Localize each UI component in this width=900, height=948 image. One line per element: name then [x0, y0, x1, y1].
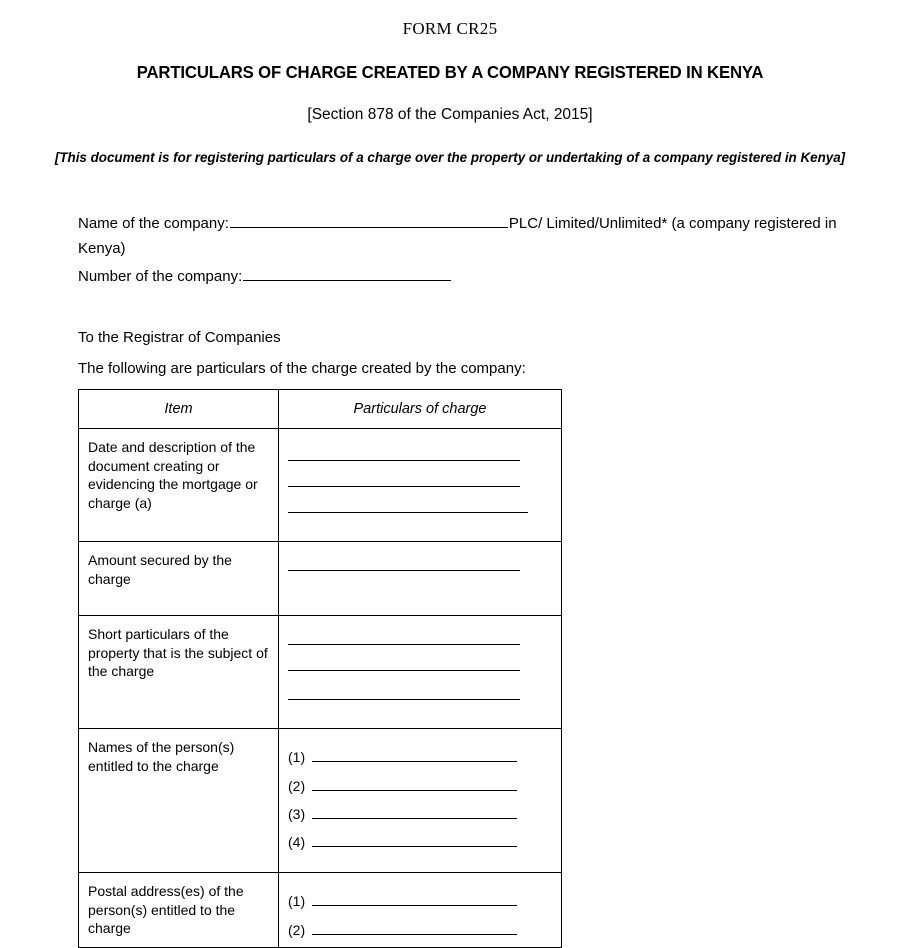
- numbered-blank-label: (1): [288, 893, 306, 909]
- blank-rule[interactable]: [312, 750, 517, 762]
- numbered-blank[interactable]: [288, 835, 517, 849]
- blank-rule[interactable]: [312, 835, 517, 847]
- blank-rule[interactable]: [288, 460, 520, 461]
- company-name-suffix: PLC/ Limited/Unlimited* (a company registered in Kenya): [78, 215, 837, 257]
- document-note: [This document is for registering particulars of a charge over the property or undertaking of a company registered in Kenya]: [54, 150, 846, 165]
- table-row: [79, 542, 562, 616]
- table-row: [79, 873, 562, 948]
- blank-rule[interactable]: [288, 699, 520, 700]
- addressee-line: To the Registrar of Companies: [78, 329, 281, 346]
- row-value-amount-secured[interactable]: [279, 542, 562, 616]
- row-label-short-particulars: Short particulars of the property that is the subject of the charge: [79, 616, 279, 729]
- blank-rule[interactable]: [312, 923, 517, 935]
- numbered-blank[interactable]: [288, 923, 517, 937]
- blank-rule[interactable]: [288, 570, 520, 571]
- row-value-document-description[interactable]: [279, 429, 562, 542]
- form-code: FORM CR25: [402, 19, 498, 38]
- blank-rule[interactable]: [288, 644, 520, 645]
- statement-line: The following are particulars of the charge created by the company:: [78, 360, 526, 377]
- company-name-input[interactable]: [230, 212, 508, 228]
- blank-rule[interactable]: [288, 512, 528, 513]
- column-header-item: Item: [79, 390, 279, 429]
- section-reference: [Section 878 of the Companies Act, 2015]: [307, 106, 593, 123]
- numbered-blank-label: (4): [288, 834, 306, 850]
- blank-rule[interactable]: [288, 486, 520, 487]
- numbered-blank[interactable]: [288, 750, 517, 764]
- column-header-particulars: Particulars of charge: [279, 390, 562, 429]
- numbered-blank[interactable]: [288, 894, 517, 908]
- numbered-blank-label: (2): [288, 778, 306, 794]
- numbered-blank[interactable]: [288, 779, 517, 793]
- table-row: [79, 729, 562, 873]
- page-title: PARTICULARS OF CHARGE CREATED BY A COMPANY REGISTERED IN KENYA: [136, 62, 764, 82]
- numbered-blank-label: (1): [288, 749, 306, 765]
- company-name-field: [78, 211, 838, 261]
- company-number-label: Number of the company:: [78, 268, 243, 285]
- table-header-row: [79, 390, 562, 429]
- table-row: [79, 616, 562, 729]
- row-value-postal-address[interactable]: [279, 873, 562, 948]
- numbered-blank-label: (2): [288, 922, 306, 938]
- company-number-input[interactable]: [243, 265, 451, 281]
- row-label-amount-secured: Amount secured by the charge: [79, 542, 279, 616]
- blank-rule[interactable]: [312, 779, 517, 791]
- blank-rule[interactable]: [312, 807, 517, 819]
- numbered-blank-label: (3): [288, 806, 306, 822]
- row-value-names-entitled[interactable]: [279, 729, 562, 873]
- particulars-table: [78, 389, 562, 948]
- row-label-document-description: Date and description of the document creating or evidencing the mortgage or charge (a): [79, 429, 279, 542]
- blank-rule[interactable]: [288, 670, 520, 671]
- row-label-postal-address: Postal address(es) of the person(s) entitled to the charge: [79, 873, 279, 948]
- blank-rule[interactable]: [312, 894, 517, 906]
- company-number-field: [78, 264, 678, 289]
- table-row: [79, 429, 562, 542]
- row-label-names-entitled: Names of the person(s) entitled to the charge: [79, 729, 279, 873]
- company-name-label: Name of the company:: [78, 215, 229, 232]
- row-value-short-particulars[interactable]: [279, 616, 562, 729]
- numbered-blank[interactable]: [288, 807, 517, 821]
